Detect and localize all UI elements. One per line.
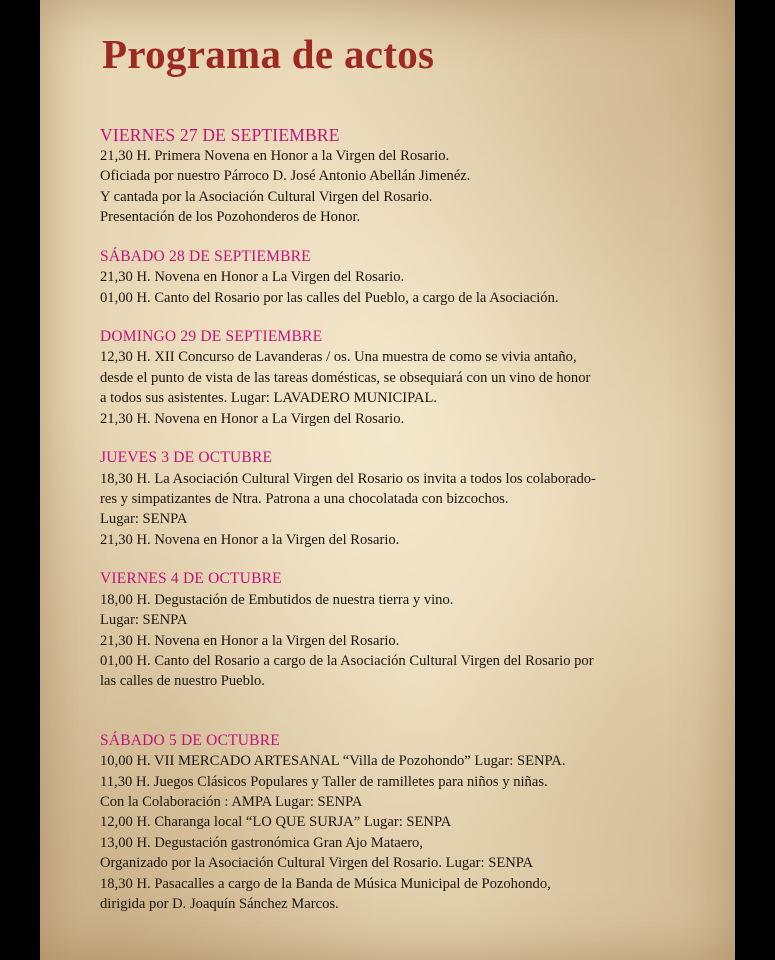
event-line: Con la Colaboración : AMPA Lugar: SENPA bbox=[100, 794, 363, 811]
event-line: Organizado por la Asociación Cultural Virgen del Rosario. Lugar: SENPA bbox=[100, 855, 534, 872]
day-heading: SÁBADO 28 DE SEPTIEMBRE bbox=[100, 247, 311, 265]
event-line: 01,00 H. Canto del Rosario por las calles del Pueblo, a cargo de la Asociación. bbox=[100, 289, 559, 306]
event-line: 12,00 H. Charanga local “LO QUE SURJA” Lugar: SENPA bbox=[100, 814, 452, 831]
day-heading: VIERNES 4 DE OCTUBRE bbox=[100, 570, 282, 588]
day-heading: DOMINGO 29 DE SEPTIEMBRE bbox=[100, 327, 323, 345]
event-line: desde el punto de vista de las tareas domésticas, se obsequiará con un vino de honor bbox=[100, 369, 591, 386]
event-line: res y simpatizantes de Ntra. Patrona a una chocolatada con bizcochos. bbox=[100, 490, 509, 507]
day-section-sabado-28-septiembre bbox=[100, 247, 690, 308]
event-line: las calles de nuestro Pueblo. bbox=[100, 673, 265, 690]
day-heading: JUEVES 3 DE OCTUBRE bbox=[100, 449, 273, 467]
event-line: 18,00 H. Degustación de Embutidos de nuestra tierra y vino. bbox=[100, 591, 454, 608]
event-line: Y cantada por la Asociación Cultural Virgen del Rosario. bbox=[100, 188, 433, 205]
day-section-sabado-5-octubre bbox=[100, 731, 690, 915]
event-line: 18,30 H. Pasacalles a cargo de la Banda de Música Municipal de Pozohondo, bbox=[100, 875, 551, 892]
event-line: Presentación de los Pozohonderos de Honor. bbox=[100, 209, 361, 226]
event-line: 21,30 H. Novena en Honor a La Virgen del Rosario. bbox=[100, 269, 405, 286]
day-section-viernes-27-septiembre bbox=[100, 124, 690, 228]
day-heading: SÁBADO 5 DE OCTUBRE bbox=[100, 731, 280, 749]
event-line: 01,00 H. Canto del Rosario a cargo de la Asociación Cultural Virgen del Rosario por bbox=[100, 652, 594, 669]
event-line: dirigida por D. Joaquín Sánchez Marcos. bbox=[100, 896, 339, 913]
event-line: 21,30 H. Novena en Honor a la Virgen del Rosario. bbox=[100, 632, 400, 649]
event-line: a todos sus asistentes. Lugar: LAVADERO MUNICIPAL. bbox=[100, 390, 438, 407]
day-section-jueves-3-octubre bbox=[100, 448, 690, 550]
event-line: 11,30 H. Juegos Clásicos Populares y Taller de ramilletes para niños y niñas. bbox=[100, 773, 548, 790]
day-section-domingo-29-septiembre bbox=[100, 327, 690, 429]
event-line: 21,30 H. Novena en Honor a La Virgen del Rosario. bbox=[100, 410, 405, 427]
event-line: 13,00 H. Degustación gastronómica Gran Ajo Mataero, bbox=[100, 834, 424, 851]
page-title: Programa de actos bbox=[102, 31, 435, 77]
event-line: 18,30 H. La Asociación Cultural Virgen del Rosario os invita a todos los colaborado- bbox=[100, 470, 596, 487]
day-heading: VIERNES 27 DE SEPTIEMBRE bbox=[100, 125, 340, 145]
event-line: 21,30 H. Primera Novena en Honor a la Virgen del Rosario. bbox=[100, 148, 450, 164]
event-line: Oficiada por nuestro Párroco D. José Antonio Abellán Jimenéz. bbox=[100, 168, 471, 185]
event-line: 12,30 H. XII Concurso de Lavanderas / os. Una muestra de como se vivia antaño, bbox=[100, 349, 577, 366]
day-section-viernes-4-octubre bbox=[100, 569, 690, 692]
event-line: 21,30 H. Novena en Honor a la Virgen del Rosario. bbox=[100, 531, 400, 548]
event-line: Lugar: SENPA bbox=[100, 511, 188, 528]
event-program bbox=[100, 124, 690, 933]
event-line: 10,00 H. VII MERCADO ARTESANAL “Villa de Pozohondo” Lugar: SENPA. bbox=[100, 753, 566, 770]
event-line: Lugar: SENPA bbox=[100, 612, 188, 629]
